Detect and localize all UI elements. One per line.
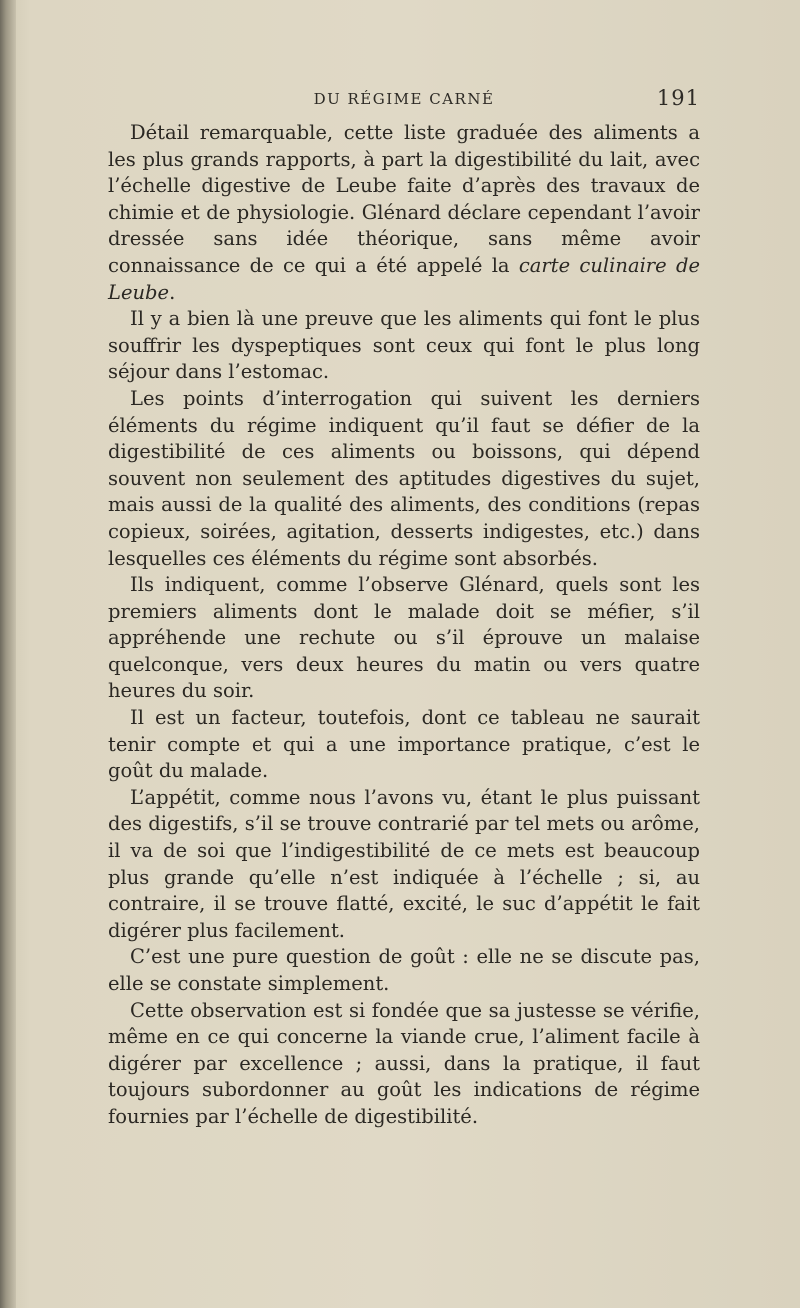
paragraph: C’est une pure question de goût : elle ne se discute pas, elle se constate simplement. [108, 945, 700, 995]
paragraph: Il y a bien là une preuve que les aliments qui font le plus souffrir les dyspeptiques sont ceux qui font le plus long séjour dans l’estomac. [108, 307, 700, 384]
paragraph-text: Détail remarquable, cette liste graduée des aliments a les plus grands rapports, à part la digestibilité du lait, avec l’échelle digestive de Leube faite d’après des travaux de chimie et de physiologie. Glénard déclare cependant l’avoir dressée sans idée théorique, sans même avoir connaissance de ce qui a été appelé la [108, 121, 700, 277]
paragraph: Cette observation est si fondée que sa justesse se vérifie, même en ce qui concerne la viande crue, l’aliment facile à digérer par excellence ; aussi, dans la pratique, il faut toujours subordonner au goût les indications de régime fournies par l’échelle de digestibilité. [108, 998, 700, 1128]
paragraph [108, 120, 700, 306]
paragraph: L’appétit, comme nous l’avons vu, étant le plus puissant des digestifs, s’il se trouve contrarié par tel mets ou arôme, il va de soi que l’indigestibilité de ce mets est beaucoup plus grande qu’elle n’est indiquée à l’échelle ; si, au contraire, il se trouve flatté, excité, le suc d’appétit le fait digérer plus facilement. [108, 785, 700, 942]
italic-title: carte culinaire de Leube [108, 253, 701, 304]
paragraph-text: . [169, 280, 176, 304]
running-title: DU RÉGIME CARNÉ [313, 90, 495, 108]
page-header [108, 86, 700, 116]
body-text [108, 120, 700, 1131]
book-spine-shadow [0, 0, 16, 1308]
paragraph: Il est un facteur, toutefois, dont ce tableau ne saurait tenir compte et qui a une importance pratique, c’est le goût du malade. [108, 706, 700, 783]
page-number: 191 [656, 86, 700, 110]
paragraph: Les points d’interrogation qui suivent les derniers éléments du régime indiquent qu’il faut se défier de la digestibilité de ces aliments ou boissons, qui dépend souvent non seulement des aptitudes digestives du sujet, mais aussi de la qualité des aliments, des conditions (repas copieux, soirées, agitation, desserts indigestes, etc.) dans lesquelles ces éléments du régime sont absorbés. [108, 386, 700, 570]
paragraph: Ils indiquent, comme l’observe Glénard, quels sont les premiers aliments dont le malade doit se méfier, s’il appréhende une rechute ou s’il éprouve un malaise quelconque, vers deux heures du matin ou vers quatre heures du soir. [108, 573, 700, 703]
